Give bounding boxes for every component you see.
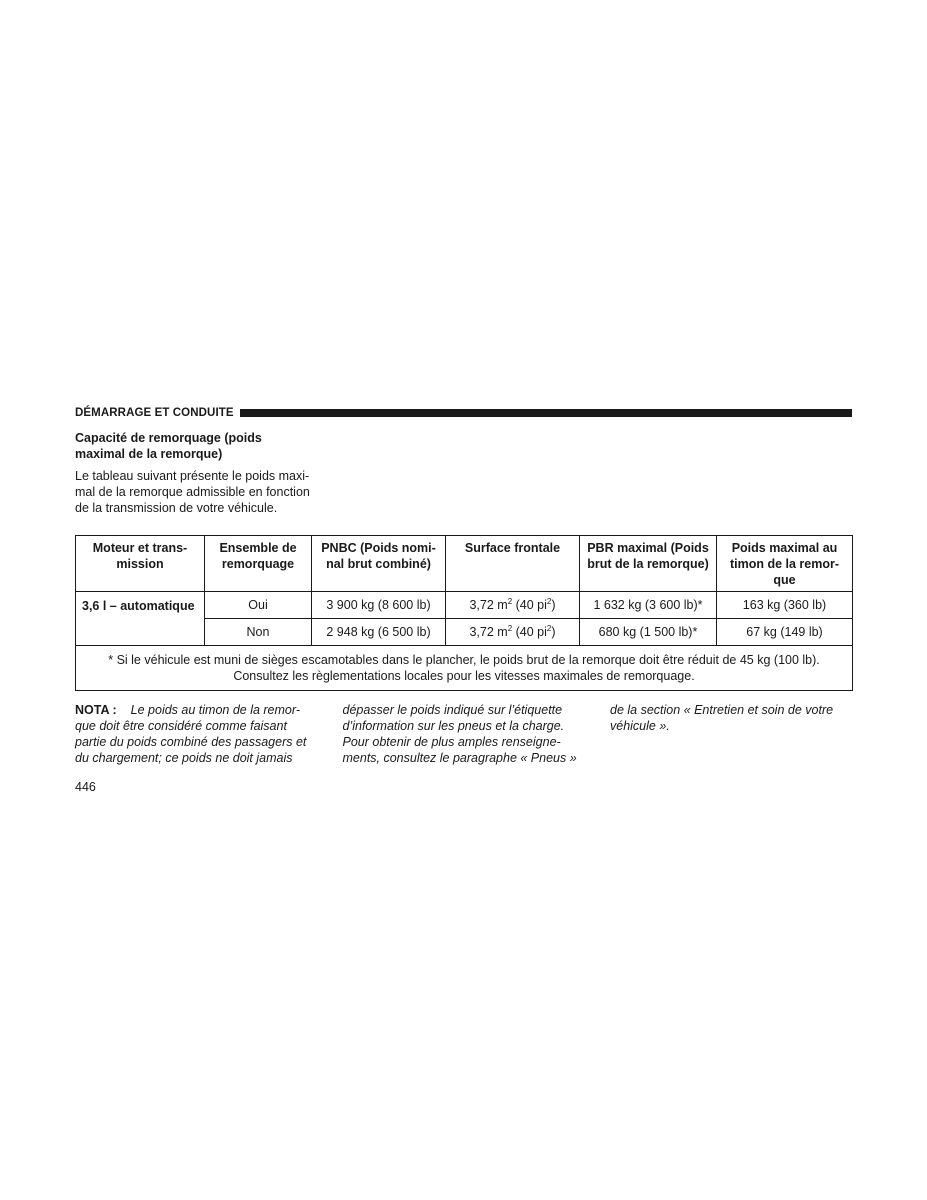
- table-header-row: [76, 536, 853, 592]
- intro-line: de la transmission de votre véhicule.: [75, 501, 278, 515]
- header-engine: Moteur et trans- mission: [76, 536, 205, 592]
- intro-line: Le tableau suivant présente le poids maxi-: [75, 469, 310, 483]
- engine-cell: 3,6 l – automatique: [76, 592, 205, 646]
- section-header: [75, 405, 852, 420]
- table-row: [76, 592, 853, 619]
- footnote-line: * Si le véhicule est muni de sièges escamotables dans le plancher, le poids brut de la remorque doit être réduit de 45 kg (100 lb).: [108, 653, 820, 667]
- header-pnbc: PNBC (Poids nomi- nal brut combiné): [312, 536, 446, 592]
- timon-cell: 163 kg (360 lb): [717, 592, 853, 619]
- footnote-row: [76, 646, 853, 691]
- header-pbr: PBR maximal (Poids brut de la remorque): [580, 536, 717, 592]
- subheading-line: maximal de la remorque): [75, 447, 223, 461]
- nota-block: [75, 702, 852, 766]
- nota-column-3: de la section « Entretien et soin de votre véhicule ».: [610, 703, 834, 733]
- ensemble-cell: Oui: [205, 592, 312, 619]
- subheading: [75, 430, 325, 462]
- surface-cell: 3,72 $m^2$ (40 $pi^2$): [446, 592, 580, 619]
- header-ensemble: Ensemble de remorquage: [205, 536, 312, 592]
- pbr-cell: 680 kg (1 500 lb)*: [580, 619, 717, 646]
- towing-capacity-table: [75, 535, 853, 691]
- nota-column-1: NOTA : Le poids au timon de la remor- que doit être considéré comme faisant partie du poids combiné des passagers et du chargement; ce poids ne doit jamais: [75, 703, 307, 765]
- footnote-line: Consultez les règlementations locales pour les vitesses maximales de remorquage.: [233, 669, 695, 683]
- pbr-cell: 1 632 kg (3 600 lb)*: [580, 592, 717, 619]
- footnote-cell: [76, 646, 853, 691]
- page-number: 446: [75, 780, 96, 794]
- nota-label: NOTA :: [75, 703, 117, 717]
- pnbc-cell: 2 948 kg (6 500 lb): [312, 619, 446, 646]
- intro-paragraph: [75, 468, 325, 516]
- header-timon: Poids maximal au timon de la remor- que: [717, 536, 853, 592]
- ensemble-cell: Non: [205, 619, 312, 646]
- intro-line: mal de la remorque admissible en fonction: [75, 485, 310, 499]
- header-surface: Surface frontale: [446, 536, 580, 592]
- nota-column-2: dépasser le poids indiqué sur l’étiquette d’information sur les pneus et la charge. Pour obtenir de plus amples renseigne- ments, consultez le paragraphe « Pneus »: [342, 703, 577, 765]
- section-title: DÉMARRAGE ET CONDUITE: [75, 406, 234, 419]
- surface-cell: 3,72 $m^2$ (40 $pi^2$): [446, 619, 580, 646]
- section-rule: [240, 409, 852, 417]
- subheading-line: Capacité de remorquage (poids: [75, 431, 262, 445]
- timon-cell: 67 kg (149 lb): [717, 619, 853, 646]
- pnbc-cell: 3 900 kg (8 600 lb): [312, 592, 446, 619]
